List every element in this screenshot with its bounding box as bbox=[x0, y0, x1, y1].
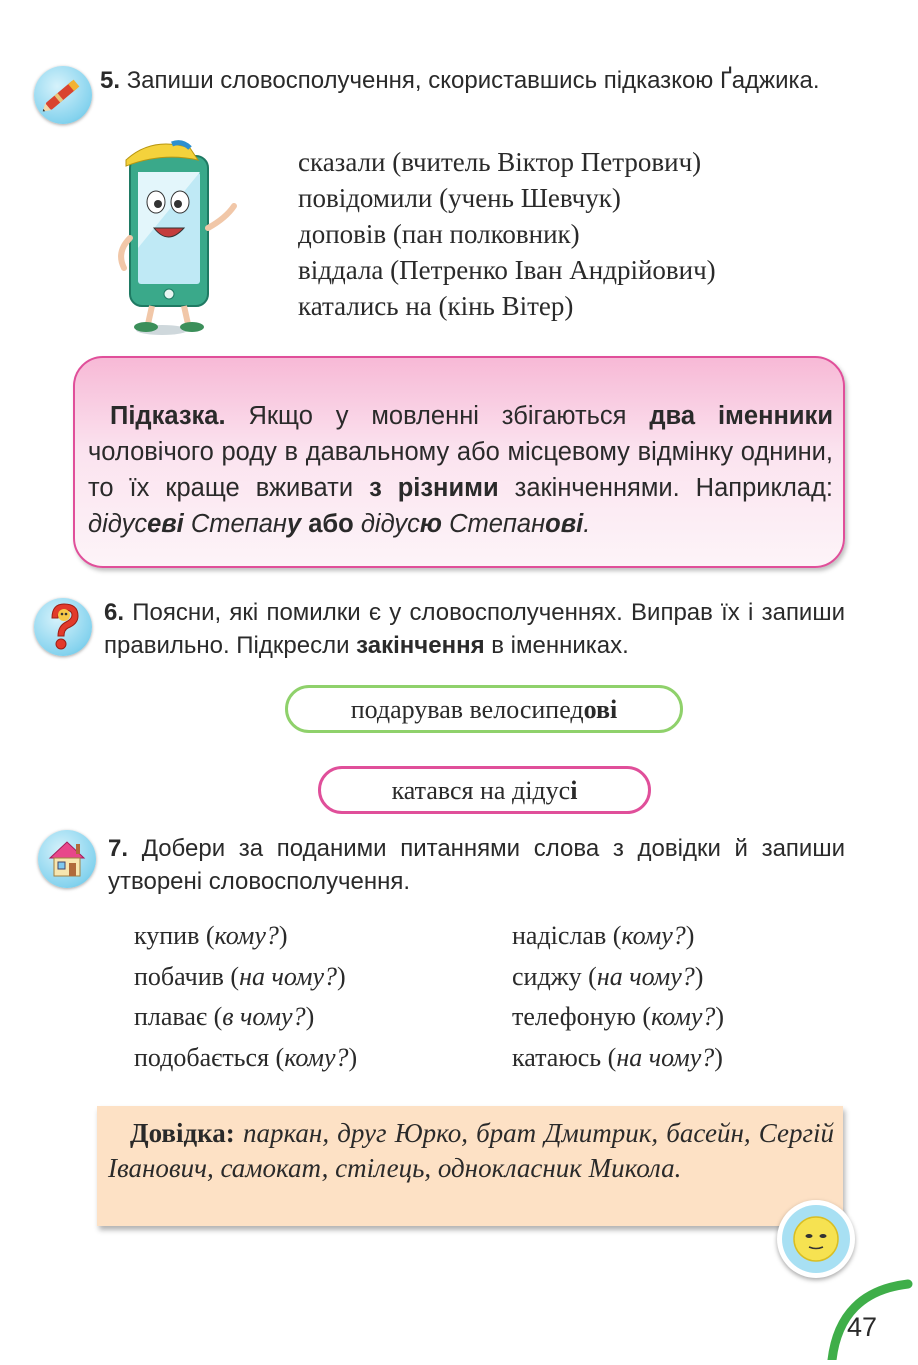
phrase-item: повідомили (учень Шевчук) bbox=[298, 183, 621, 213]
list-item: плаває (в чому?) bbox=[134, 1002, 315, 1031]
task7-text: Добери за поданими питаннями слова з довідки й запиши утворені словосполучення. bbox=[108, 835, 845, 895]
phrase-item: сказали (вчитель Віктор Петрович) bbox=[298, 147, 702, 177]
list-item: сиджу (на чому?) bbox=[512, 961, 704, 991]
smartphone-mascot-icon bbox=[112, 138, 247, 338]
hint-text-part: закінченнями. Наприклад: bbox=[514, 474, 833, 502]
phrase-item: катались на (кінь Вітер) bbox=[298, 291, 574, 321]
hint-example: дідусеві Степану bbox=[88, 510, 302, 538]
hint-text-part: Якщо у мовленні збігаються bbox=[248, 402, 627, 430]
list-item: телефоную (кому?) bbox=[512, 1002, 725, 1031]
hint-bold-part: з різними bbox=[369, 474, 499, 502]
hint-bold-part: два іменники bbox=[649, 402, 834, 430]
page-number: 47 bbox=[847, 1312, 878, 1342]
task6-text: в іменниках. bbox=[491, 632, 629, 659]
list-item: подобається (кому?) bbox=[134, 1042, 358, 1072]
reference-words: паркан, друг Юрко, брат Дмитрик, басейн, Сергій Іванович, самокат, стілець, однокласник Микола. bbox=[108, 1118, 835, 1183]
task7-right-list bbox=[512, 916, 724, 1078]
task7-instruction bbox=[108, 832, 845, 898]
hint-bold-part: або bbox=[308, 510, 354, 538]
phrase-pill: катався на дідусі bbox=[318, 766, 651, 814]
reference-text bbox=[108, 1116, 834, 1186]
list-item: купив (кому?) bbox=[134, 921, 288, 950]
question-mark-icon bbox=[34, 598, 92, 656]
phrase-item: доповів (пан полковник) bbox=[298, 219, 580, 249]
task6-number: 6. bbox=[104, 599, 125, 626]
list-item: надіслав (кому?) bbox=[512, 921, 695, 950]
hint-text-part: чоловічого роду в давальному або місцевому відмінку однини, то їх краще вживати bbox=[88, 438, 833, 502]
hint-example: дідусю Степанові. bbox=[360, 510, 591, 538]
smiley-icon bbox=[777, 1200, 855, 1278]
list-item: побачив (на чому?) bbox=[134, 961, 346, 991]
task5-text: Запиши словосполучення, скориставшись підказкою Ґаджика. bbox=[126, 67, 820, 94]
hint-label: Підказка. bbox=[110, 402, 226, 430]
task6-instruction bbox=[104, 596, 845, 662]
task7-left-list bbox=[134, 916, 357, 1078]
task5-phrase-list bbox=[298, 144, 716, 324]
task6-text: Поясни, які помилки є у словосполученнях. Виправ їх і запиши правильно. Підкресли bbox=[104, 599, 846, 659]
task6-bold: закінчення bbox=[356, 632, 485, 659]
task5-number: 5. bbox=[100, 67, 121, 94]
list-item: катаюсь (на чому?) bbox=[512, 1042, 723, 1072]
phrase-pill: подарував велосипедові bbox=[285, 685, 683, 733]
pen-icon bbox=[34, 66, 92, 124]
task7-number: 7. bbox=[108, 835, 129, 862]
phrase-item: віддала (Петренко Іван Андрійович) bbox=[298, 255, 716, 285]
hint-text bbox=[88, 398, 833, 542]
task5-instruction bbox=[100, 64, 845, 97]
reference-label: Довідка: bbox=[130, 1118, 235, 1148]
house-icon bbox=[38, 830, 96, 888]
